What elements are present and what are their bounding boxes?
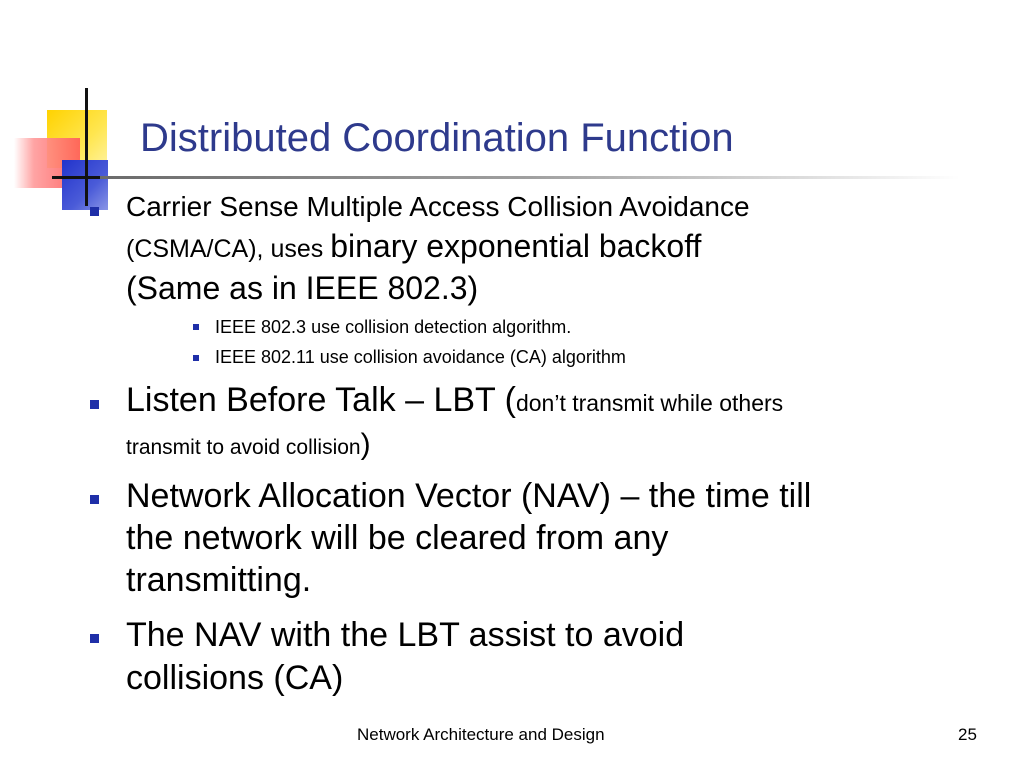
bullet-2-close-paren: ) xyxy=(360,428,371,461)
sub-bullet-2-text: IEEE 802.11 use collision avoidance (CA) algorithm xyxy=(215,347,626,367)
bullet-4-line-1: The NAV with the LBT assist to avoid xyxy=(126,616,685,654)
sub-bullet-1-text: IEEE 802.3 use collision detection algorithm. xyxy=(215,317,572,337)
bullet-3-line-3: transmitting. xyxy=(126,561,312,599)
bullet-2-line-1 xyxy=(126,381,783,420)
footer-course-title: Network Architecture and Design xyxy=(357,725,605,744)
bullet-1-line-3: (Same as in IEEE 802.3) xyxy=(126,270,479,306)
bullet-3-marker xyxy=(90,495,99,504)
bullet-3-line-2: the network will be cleared from any xyxy=(126,519,669,557)
bullet-1-marker xyxy=(90,207,99,216)
bullet-1-backoff-text: binary exponential backoff xyxy=(330,228,702,264)
bullet-2-explanation-2: transmit to avoid collision xyxy=(126,436,361,459)
sub-bullet-1-marker xyxy=(193,324,199,330)
footer-page-number: 25 xyxy=(958,725,977,744)
bullet-1-csma-text: (CSMA/CA), uses xyxy=(126,235,331,263)
bullet-4-line-2: collisions (CA) xyxy=(126,659,344,697)
sub-bullet-2-marker xyxy=(193,355,199,361)
bullet-2-lbt-text: Listen Before Talk – LBT ( xyxy=(126,381,516,419)
bullet-1-line-2 xyxy=(126,228,701,265)
bullet-3-line-1: Network Allocation Vector (NAV) – the time till xyxy=(126,477,812,515)
slide-title: Distributed Coordination Function xyxy=(140,116,734,160)
bullet-2-line-2 xyxy=(126,428,371,462)
bullet-1-line-1: Carrier Sense Multiple Access Collision Avoidance xyxy=(126,191,750,222)
bullet-2-explanation-1: don’t transmit while others xyxy=(515,390,784,416)
bullet-4-marker xyxy=(90,634,99,643)
bullet-2-marker xyxy=(90,400,99,409)
